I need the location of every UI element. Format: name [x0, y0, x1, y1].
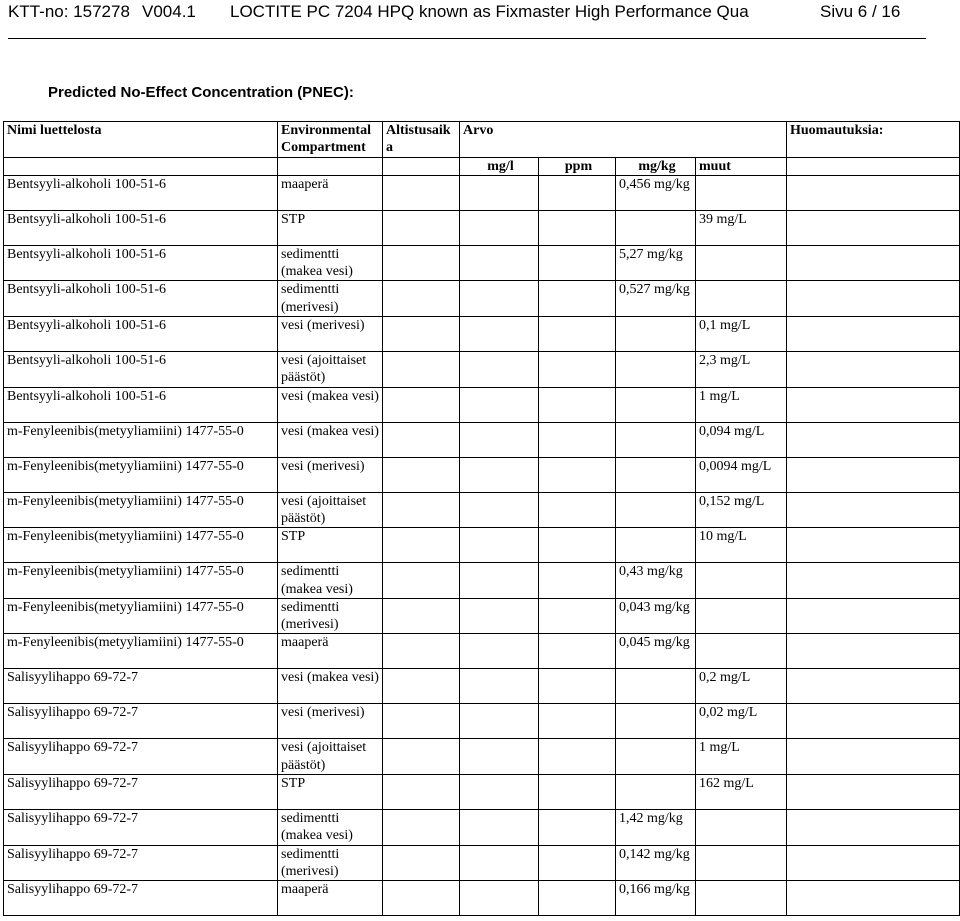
cell-environment: maaperä [278, 634, 383, 669]
cell-substance: Salisyylihappo 69-72-7 [4, 810, 278, 846]
cell-ppm [539, 669, 616, 704]
cell-mgkg: 5,27 mg/kg [616, 245, 696, 281]
cell-other [696, 845, 787, 881]
table-row [4, 352, 960, 388]
table-row [4, 245, 960, 281]
cell-other [696, 563, 787, 599]
table-row [4, 704, 960, 739]
cell-exposure [383, 422, 460, 457]
cell-ppm [539, 845, 616, 881]
table-row [4, 881, 960, 916]
cell-other: 10 mg/L [696, 528, 787, 563]
cell-other: 2,3 mg/L [696, 352, 787, 388]
cell-substance: Bentsyyli-alkoholi 100-51-6 [4, 352, 278, 388]
cell-mgl [460, 739, 539, 775]
cell-remarks [787, 422, 960, 457]
cell-substance: Bentsyyli-alkoholi 100-51-6 [4, 175, 278, 210]
cell-ppm [539, 387, 616, 422]
cell-mgl [460, 245, 539, 281]
cell-mgl [460, 563, 539, 599]
cell-remarks [787, 810, 960, 846]
cell-ppm [539, 563, 616, 599]
col-header-value: Arvo [460, 122, 787, 158]
cell-environment: vesi (makea vesi) [278, 422, 383, 457]
cell-environment: vesi (makea vesi) [278, 669, 383, 704]
cell-remarks [787, 669, 960, 704]
table-row [4, 457, 960, 492]
cell-environment: sedimentti (merivesi) [278, 845, 383, 881]
subheader-blank [383, 157, 460, 175]
cell-substance: Bentsyyli-alkoholi 100-51-6 [4, 281, 278, 317]
table-row [4, 634, 960, 669]
cell-exposure [383, 175, 460, 210]
table-row [4, 598, 960, 634]
cell-remarks [787, 387, 960, 422]
col-header-name: Nimi luettelosta [4, 122, 278, 158]
cell-mgkg [616, 492, 696, 528]
cell-mgl [460, 528, 539, 563]
cell-environment: sedimentti (makea vesi) [278, 245, 383, 281]
header-divider [8, 38, 926, 39]
cell-other [696, 245, 787, 281]
cell-mgkg: 0,043 mg/kg [616, 598, 696, 634]
cell-substance: Bentsyyli-alkoholi 100-51-6 [4, 245, 278, 281]
cell-substance: Salisyylihappo 69-72-7 [4, 775, 278, 810]
cell-mgl [460, 352, 539, 388]
subheader-mgl: mg/l [460, 157, 539, 175]
cell-remarks [787, 528, 960, 563]
cell-remarks [787, 457, 960, 492]
table-row [4, 281, 960, 317]
product-name: LOCTITE PC 7204 HPQ known as Fixmaster High Performance Qua [230, 2, 749, 21]
ktt-number: KTT-no: 157278 [8, 2, 130, 21]
cell-exposure [383, 245, 460, 281]
cell-other: 1 mg/L [696, 387, 787, 422]
cell-mgkg: 0,43 mg/kg [616, 563, 696, 599]
cell-substance: m-Fenyleenibis(metyyliamiini) 1477-55-0 [4, 492, 278, 528]
col-header-exposure: Altistusaik a [383, 122, 460, 158]
cell-mgkg [616, 528, 696, 563]
table-row [4, 775, 960, 810]
cell-mgkg: 0,527 mg/kg [616, 281, 696, 317]
cell-environment: maaperä [278, 881, 383, 916]
col-header-remarks: Huomautuksia: [787, 122, 960, 158]
cell-environment: sedimentti (makea vesi) [278, 563, 383, 599]
cell-ppm [539, 457, 616, 492]
cell-other [696, 634, 787, 669]
cell-ppm [539, 810, 616, 846]
pnec-rows [4, 175, 960, 915]
cell-mgl [460, 457, 539, 492]
cell-mgkg [616, 775, 696, 810]
cell-substance: Salisyylihappo 69-72-7 [4, 669, 278, 704]
cell-remarks [787, 281, 960, 317]
cell-ppm [539, 881, 616, 916]
table-row [4, 210, 960, 245]
cell-remarks [787, 881, 960, 916]
cell-mgkg [616, 317, 696, 352]
page-number: Sivu 6 / 16 [820, 2, 901, 21]
cell-mgkg [616, 739, 696, 775]
cell-substance: m-Fenyleenibis(metyyliamiini) 1477-55-0 [4, 457, 278, 492]
cell-other: 0,02 mg/L [696, 704, 787, 739]
cell-mgl [460, 704, 539, 739]
subheader-mgkg: mg/kg [616, 157, 696, 175]
table-row [4, 739, 960, 775]
cell-mgkg: 0,166 mg/kg [616, 881, 696, 916]
table-row [4, 563, 960, 599]
cell-other: 0,1 mg/L [696, 317, 787, 352]
cell-substance: m-Fenyleenibis(metyyliamiini) 1477-55-0 [4, 634, 278, 669]
cell-mgkg [616, 422, 696, 457]
cell-mgkg: 0,456 mg/kg [616, 175, 696, 210]
cell-other: 0,2 mg/L [696, 669, 787, 704]
cell-other: 162 mg/L [696, 775, 787, 810]
cell-other: 0,152 mg/L [696, 492, 787, 528]
cell-remarks [787, 492, 960, 528]
cell-environment: sedimentti (merivesi) [278, 281, 383, 317]
cell-ppm [539, 281, 616, 317]
cell-mgl [460, 845, 539, 881]
cell-environment: vesi (merivesi) [278, 704, 383, 739]
cell-remarks [787, 634, 960, 669]
cell-ppm [539, 598, 616, 634]
cell-mgl [460, 317, 539, 352]
cell-exposure [383, 704, 460, 739]
cell-substance: m-Fenyleenibis(metyyliamiini) 1477-55-0 [4, 563, 278, 599]
cell-exposure [383, 352, 460, 388]
cell-environment: STP [278, 775, 383, 810]
cell-exposure [383, 881, 460, 916]
cell-mgl [460, 598, 539, 634]
subheader-blank [4, 157, 278, 175]
cell-mgl [460, 775, 539, 810]
cell-environment: maaperä [278, 175, 383, 210]
cell-mgkg: 0,142 mg/kg [616, 845, 696, 881]
cell-other: 0,0094 mg/L [696, 457, 787, 492]
cell-ppm [539, 245, 616, 281]
cell-other: 0,094 mg/L [696, 422, 787, 457]
cell-other [696, 281, 787, 317]
cell-substance: Bentsyyli-alkoholi 100-51-6 [4, 387, 278, 422]
cell-ppm [539, 739, 616, 775]
cell-environment: STP [278, 528, 383, 563]
table-row [4, 422, 960, 457]
cell-exposure [383, 457, 460, 492]
cell-other [696, 881, 787, 916]
cell-mgkg [616, 457, 696, 492]
cell-remarks [787, 175, 960, 210]
cell-remarks [787, 775, 960, 810]
cell-remarks [787, 845, 960, 881]
subheader-blank [787, 157, 960, 175]
pnec-table [3, 121, 960, 916]
cell-ppm [539, 317, 616, 352]
cell-other: 39 mg/L [696, 210, 787, 245]
table-row [4, 528, 960, 563]
cell-exposure [383, 210, 460, 245]
cell-mgl [460, 281, 539, 317]
cell-mgkg [616, 704, 696, 739]
table-row [4, 387, 960, 422]
cell-mgl [460, 810, 539, 846]
table-row [4, 317, 960, 352]
cell-exposure [383, 528, 460, 563]
cell-other [696, 598, 787, 634]
cell-substance: Salisyylihappo 69-72-7 [4, 739, 278, 775]
cell-mgl [460, 669, 539, 704]
cell-ppm [539, 528, 616, 563]
version: V004.1 [142, 2, 196, 21]
cell-environment: sedimentti (makea vesi) [278, 810, 383, 846]
cell-remarks [787, 598, 960, 634]
cell-substance: Bentsyyli-alkoholi 100-51-6 [4, 210, 278, 245]
subheader-blank [278, 157, 383, 175]
subheader-ppm: ppm [539, 157, 616, 175]
cell-mgkg [616, 210, 696, 245]
cell-remarks [787, 704, 960, 739]
cell-environment: vesi (merivesi) [278, 317, 383, 352]
cell-exposure [383, 669, 460, 704]
cell-mgkg [616, 669, 696, 704]
cell-other: 1 mg/L [696, 739, 787, 775]
cell-ppm [539, 175, 616, 210]
cell-exposure [383, 281, 460, 317]
subheader-other: muut [696, 157, 787, 175]
cell-mgl [460, 422, 539, 457]
cell-substance: m-Fenyleenibis(metyyliamiini) 1477-55-0 [4, 598, 278, 634]
cell-other [696, 810, 787, 846]
cell-substance: Salisyylihappo 69-72-7 [4, 704, 278, 739]
cell-ppm [539, 422, 616, 457]
cell-mgl [460, 881, 539, 916]
cell-remarks [787, 739, 960, 775]
cell-exposure [383, 845, 460, 881]
cell-substance: Bentsyyli-alkoholi 100-51-6 [4, 317, 278, 352]
cell-mgkg: 0,045 mg/kg [616, 634, 696, 669]
cell-ppm [539, 775, 616, 810]
cell-mgl [460, 387, 539, 422]
cell-environment: vesi (merivesi) [278, 457, 383, 492]
cell-exposure [383, 598, 460, 634]
cell-exposure [383, 739, 460, 775]
cell-substance: Salisyylihappo 69-72-7 [4, 881, 278, 916]
cell-mgl [460, 210, 539, 245]
cell-environment: STP [278, 210, 383, 245]
cell-mgkg: 1,42 mg/kg [616, 810, 696, 846]
cell-mgl [460, 634, 539, 669]
cell-mgkg [616, 352, 696, 388]
cell-exposure [383, 563, 460, 599]
cell-exposure [383, 317, 460, 352]
cell-substance: m-Fenyleenibis(metyyliamiini) 1477-55-0 [4, 422, 278, 457]
cell-exposure [383, 634, 460, 669]
cell-ppm [539, 492, 616, 528]
cell-environment: vesi (ajoittaiset päästöt) [278, 352, 383, 388]
cell-exposure [383, 775, 460, 810]
cell-other [696, 175, 787, 210]
cell-environment: vesi (ajoittaiset päästöt) [278, 739, 383, 775]
cell-remarks [787, 317, 960, 352]
cell-remarks [787, 352, 960, 388]
table-row [4, 669, 960, 704]
table-row [4, 175, 960, 210]
cell-mgl [460, 492, 539, 528]
cell-environment: sedimentti (merivesi) [278, 598, 383, 634]
table-row [4, 810, 960, 846]
cell-exposure [383, 387, 460, 422]
col-header-environmental-compartment: Environmental Compartment [278, 122, 383, 158]
cell-environment: vesi (makea vesi) [278, 387, 383, 422]
cell-substance: m-Fenyleenibis(metyyliamiini) 1477-55-0 [4, 528, 278, 563]
cell-remarks [787, 563, 960, 599]
cell-mgkg [616, 387, 696, 422]
cell-environment: vesi (ajoittaiset päästöt) [278, 492, 383, 528]
table-row [4, 845, 960, 881]
cell-remarks [787, 245, 960, 281]
cell-ppm [539, 352, 616, 388]
cell-substance: Salisyylihappo 69-72-7 [4, 845, 278, 881]
cell-exposure [383, 492, 460, 528]
cell-ppm [539, 210, 616, 245]
table-row [4, 492, 960, 528]
page-header [8, 0, 952, 24]
cell-ppm [539, 704, 616, 739]
cell-remarks [787, 210, 960, 245]
cell-mgl [460, 175, 539, 210]
section-title: Predicted No-Effect Concentration (PNEC): [48, 84, 354, 101]
cell-ppm [539, 634, 616, 669]
cell-exposure [383, 810, 460, 846]
